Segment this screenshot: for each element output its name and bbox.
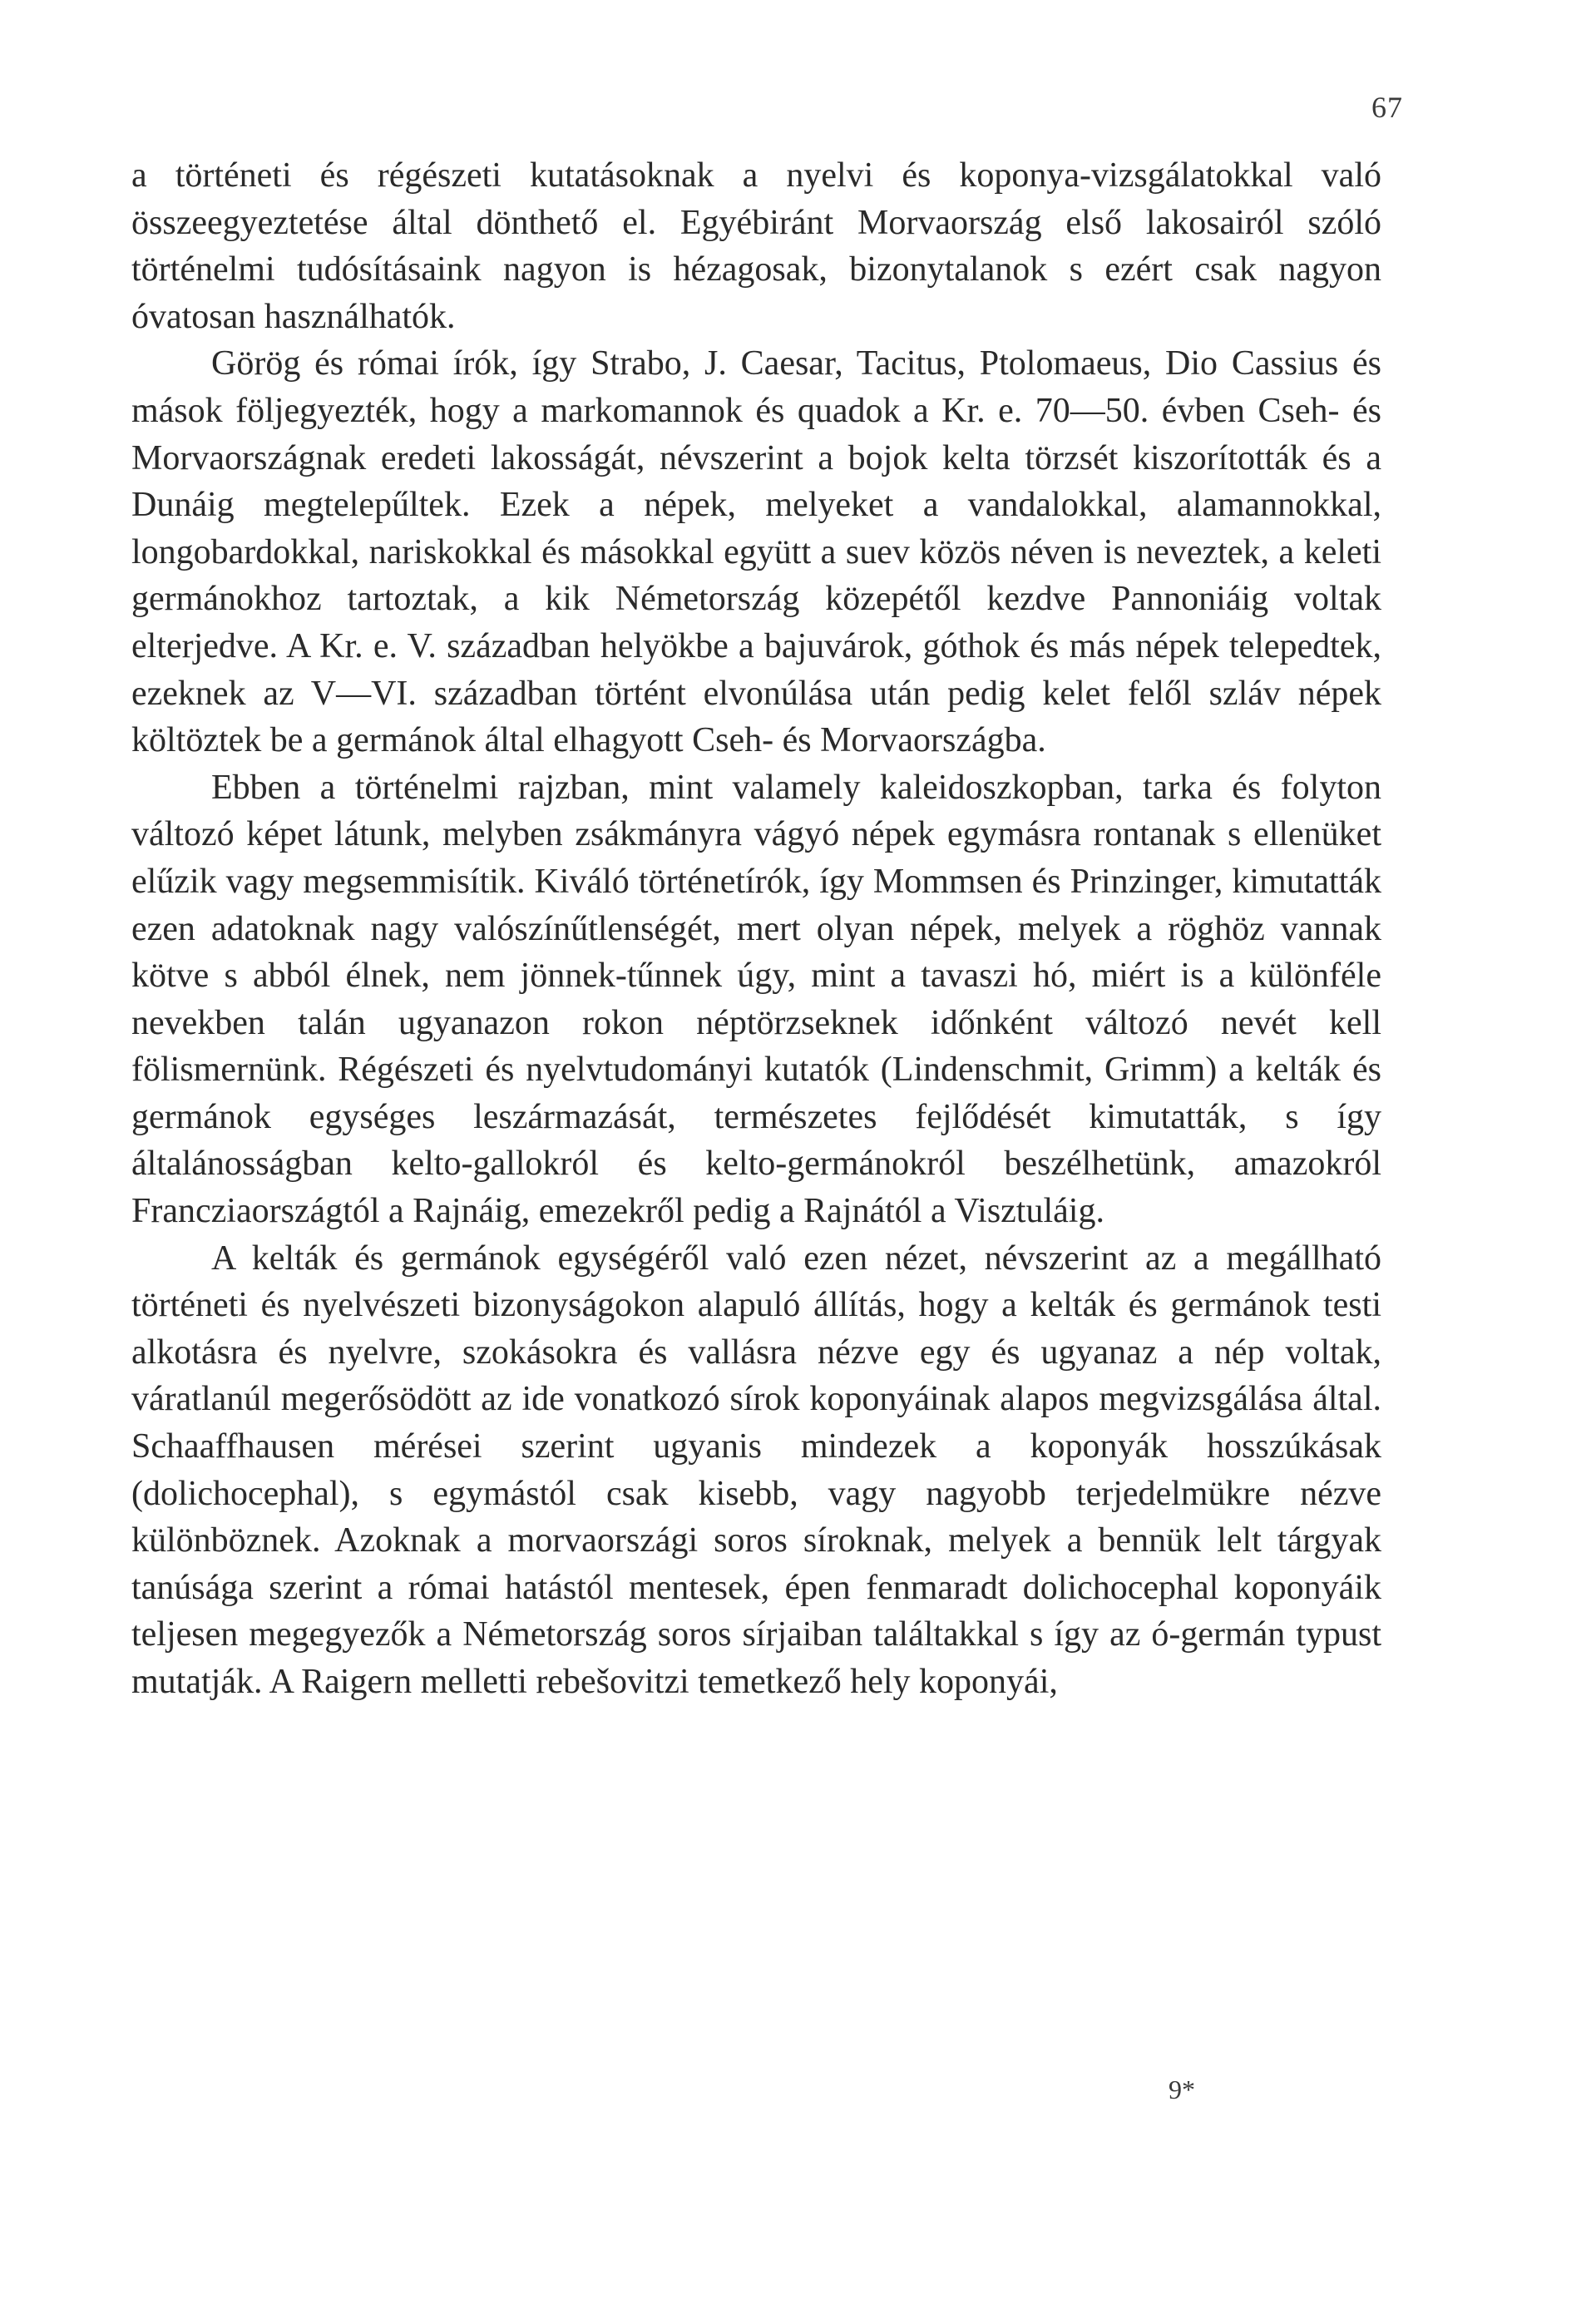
signature-mark: 9* — [1169, 2074, 1195, 2104]
paragraph: Ebben a történelmi rajzban, mint valamely kaleidoszkopban, tarka és folyton változó képet látunk, melyben zsákmányra vágyó népek egymásra rontanak s ellenüket elűzik vagy megsemmisítik. Kiváló történetírók, így Mommsen és Prinzinger, kimutatták ezen adatoknak nagy valószínűtlenségét, mert olyan népek, melyek a röghöz vannak kötve s abból élnek, nem jönnek-tűnnek úgy, mint a tavaszi hó, miért is a különféle nevekben talán ugyanazon rokon néptörzseknek időnként változó nevét kell fölismernünk. Régészeti és nyelvtudományi kutatók (Lindenschmit, Grimm) a kelták és germánok egységes leszármazását, természetes fejlődését kimutatták, s így általánosságban kelto-gallokról és kelto-germánokról beszélhetünk, amazokról Francziaországtól a Rajnáig, emezekről pedig a Rajnától a Visztuláig. — [131, 768, 1381, 1231]
paragraph: A kelták és germánok egységéről való ezen nézet, névszerint az a megállható történeti és nyelvészeti bizonyságokon alapuló állítás, hogy a kelták és germánok testi alkotásra és nyelvre, szokásokra és vallásra nézve egy és ugyanaz a nép voltak, váratlanúl megerősödött az ide vonatkozó sírok koponyáinak alapos megvizsgálása által. Schaaffhausen mérései szerint ugyanis mindezek a koponyák hosszúkásak (dolichocephal), s egymástól csak kisebb, vagy nagyobb terjedelmükre nézve különböznek. Azoknak a morvaországi soros síroknak, melyek a bennük lelt tárgyak tanúsága szerint a római hatástól mentesek, épen fenmaradt dolichocephal koponyáik teljesen megegyezők a Németország soros sírjaiban találtakkal s így az ó-germán typust mutatják. A Raigern melletti rebešovitzi temetkező hely koponyái, — [131, 1239, 1381, 1701]
page-number: 67 — [1371, 91, 1403, 124]
paragraph: a történeti és régészeti kutatásoknak a nyelvi és koponya-vizsgálatokkal való összeegyeztetése által dönthető el. Egyébiránt Morvaország első lakosairól szóló történelmi tudósításaink nagyon is hézagosak, bizonytalanok s ezért csak nagyon óvatosan használhatók. — [131, 156, 1381, 336]
body-text — [131, 152, 1381, 1706]
paragraph: Görög és római írók, így Strabo, J. Caesar, Tacitus, Ptolomaeus, Dio Cassius és mások följegyezték, hogy a markomannok és quadok a Kr. e. 70—50. évben Cseh- és Morvaországnak eredeti lakosságát, névszerint a bojok kelta törzsét kiszorították és a Dunáig megtelepűltek. Ezek a népek, melyeket a vandalokkal, alamannokkal, longobardokkal, nariskokkal és másokkal együtt a suev közös néven is neveztek, a keleti germánokhoz tartoztak, a kik Németország közepétől kezdve Pannoniáig voltak elterjedve. A Kr. e. V. században helyökbe a bajuvárok, góthok és más népek telepedtek, ezeknek az V—VI. században történt elvonúlása után pedig kelet felől szláv népek költöztek be a germánok által elhagyott Cseh- és Morvaországba. — [131, 344, 1381, 760]
